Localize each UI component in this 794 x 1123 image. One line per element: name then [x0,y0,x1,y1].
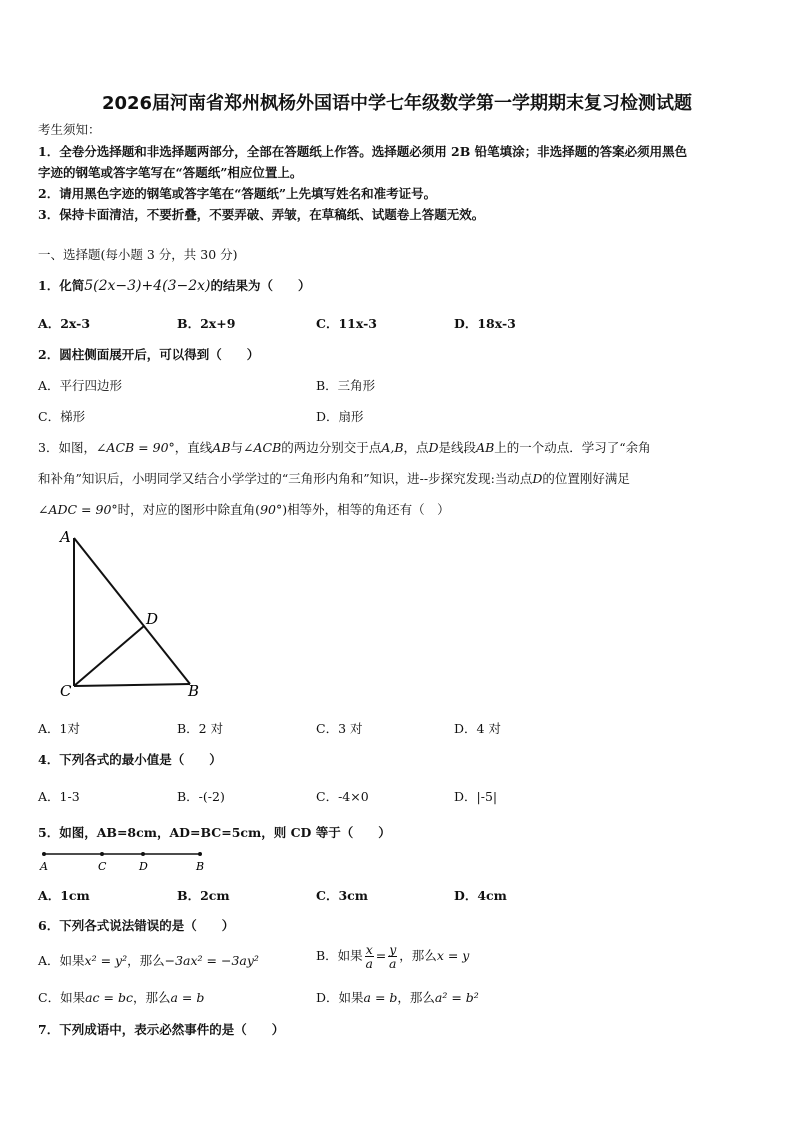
label-c: C [60,682,72,700]
notice-line-1a: 1．全卷分选择题和非选择题两部分，全部在答题纸上作答。选择题必须用 2B 铅笔填涂；非选择题的答案必须用黑色 [38,144,688,159]
label-b: B [188,682,200,700]
label-a: A [60,528,71,546]
page-title: 2026届河南省郑州枫杨外国语中学七年级数学第一学期期末复习检测试题 [101,93,693,114]
question-5-stem: 5．如图，AB=8cm，AD=BC=5cm，则 CD 等于（ ） [38,825,391,840]
question-1-option-a[interactable]: A．2x-3 [38,316,91,331]
question-5-option-d[interactable]: D．4cm [454,888,507,903]
question-7-stem: 7．下列成语中，表示必然事件的是（ ） [38,1022,285,1037]
question-6-option-b[interactable]: B．如果 $\frac{x}{a}$ = $\frac{y}{a}$ ，那么x = y [316,942,470,971]
question-3-option-b[interactable]: B．2 对 [177,721,224,736]
question-3-line-1: 3．如图，∠ACB = 90°，直线AB与∠ACB的两边分别交于点A,B，点D是线段AB上的一个动点．学习了“余角 [38,440,651,455]
number-line-figure [36,846,216,874]
question-1-option-b[interactable]: B．2x+9 [177,316,236,331]
question-4-stem: 4．下列各式的最小值是（ ） [38,752,222,767]
question-6-option-a[interactable]: A．如果x² = y²，那么−3ax² = −3ay² [38,953,259,968]
question-3-option-d[interactable]: D．4 对 [454,721,501,736]
point-a [42,852,46,856]
point-b [198,852,202,856]
label-point-c: C [98,860,107,873]
point-d [141,852,145,856]
label-point-d: D [139,860,148,873]
question-1-option-c[interactable]: C．11x-3 [316,316,377,331]
segment-cd [74,626,144,686]
question-4-option-b[interactable]: B．-(-2) [177,789,225,804]
notice-heading: 考生须知： [38,122,101,137]
question-2-option-a[interactable]: A．平行四边形 [38,378,123,393]
label-point-a: A [40,860,48,873]
question-4-option-d[interactable]: D．|-5| [454,789,498,804]
segment-cb [74,684,190,686]
label-point-b: B [196,860,205,873]
question-5-option-b[interactable]: B．2cm [177,888,230,903]
label-d: D [146,610,159,628]
question-3-line-2: 和补角”知识后，小明同学又结合小学学过的“三角形内角和”知识，进--步探究发现:当动点D的位置刚好满足 [38,471,630,486]
question-4-option-c[interactable]: C．-4×0 [316,789,369,804]
question-3-line-3: ∠ADC = 90°时，对应的图形中除直角(90°)相等外，相等的角还有（ ） [38,502,450,517]
question-2-stem: 2．圆柱侧面展开后，可以得到（ ） [38,347,260,362]
question-2-option-c[interactable]: C．梯形 [38,409,86,424]
question-1-stem: 1．化简5(2x−3)+4(3−2x)的结果为（ ） [38,278,311,294]
question-3-option-a[interactable]: A．1对 [38,721,80,736]
point-c [100,852,104,856]
question-2-option-d[interactable]: D．扇形 [316,409,364,424]
notice-line-1b: 字迹的钢笔或答字笔写在“答题纸”相应位置上。 [38,165,303,180]
triangle-figure [50,526,220,706]
question-6-stem: 6．下列各式说法错误的是（ ） [38,918,235,933]
section-heading: 一、选择题(每小题 3 分，共 30 分) [38,247,238,262]
question-4-option-a[interactable]: A．1-3 [38,789,80,804]
notice-line-2: 2．请用黑色字迹的钢笔或答字笔在“答题纸”上先填写姓名和准考证号。 [38,186,437,201]
question-3-option-c[interactable]: C．3 对 [316,721,363,736]
question-1-option-d[interactable]: D．18x-3 [454,316,516,331]
question-6-option-d[interactable]: D．如果a = b，那么a² = b² [316,990,479,1005]
question-6-option-c[interactable]: C．如果ac = bc，那么a = b [38,990,205,1005]
notice-line-3: 3．保持卡面清洁，不要折叠，不要弄破、弄皱，在草稿纸、试题卷上答题无效。 [38,207,485,222]
question-5-option-a[interactable]: A．1cm [38,888,90,903]
question-2-option-b[interactable]: B．三角形 [316,378,376,393]
segment-ab [74,538,190,684]
question-5-option-c[interactable]: C．3cm [316,888,368,903]
